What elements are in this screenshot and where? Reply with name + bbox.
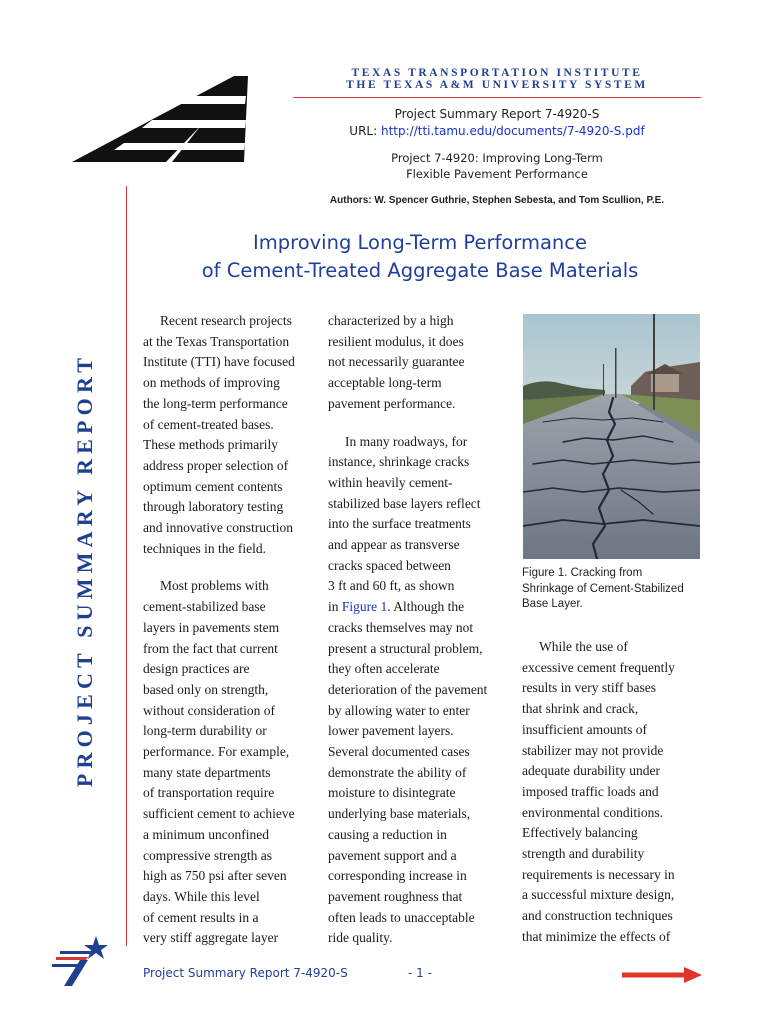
body-line: results in very stiff bases <box>522 680 656 696</box>
body-line: long-term durability or <box>143 723 267 739</box>
report-url-line <box>292 123 702 139</box>
body-line: performance. For example, <box>143 744 290 760</box>
body-line: stabilizer may not provide <box>522 742 664 758</box>
body-line: often leads to unacceptable <box>328 909 475 925</box>
body-line: layers in pavements stem <box>143 619 280 635</box>
figure-ref-prefix: in <box>328 599 342 615</box>
body-line: These methods primarily <box>143 437 278 453</box>
body-line: acceptable long-term <box>328 375 442 391</box>
body-line: In many roadways, for <box>345 433 468 449</box>
body-line: based only on strength, <box>143 681 269 697</box>
cracked-road-photo <box>523 314 700 559</box>
body-line: Most problems with <box>160 578 269 594</box>
body-line: on methods of improving <box>143 375 280 391</box>
body-column-2 <box>328 311 508 949</box>
body-line: pavement support and a <box>328 847 457 863</box>
body-line: moisture to disintegrate <box>328 785 456 801</box>
body-line: at the Texas Transportation <box>143 333 290 349</box>
body-line: demonstrate the ability of <box>328 764 467 780</box>
body-line: pavement roughness that <box>328 888 463 904</box>
body-line: cracks spaced between <box>328 557 451 573</box>
caption-line: Base Layer. <box>522 598 583 610</box>
body-line: Several documented cases <box>328 744 470 760</box>
body-line: characterized by a high <box>328 313 454 328</box>
body-line: compressive strength as <box>143 847 272 863</box>
url-label: URL: <box>349 124 378 138</box>
body-column-1 <box>143 311 323 949</box>
body-line: high as 750 psi after seven <box>143 868 287 884</box>
body-line: insufficient amounts of <box>522 721 647 737</box>
tti-star-logo-icon <box>52 936 108 986</box>
body-line: Institute (TTI) have focused <box>143 354 295 370</box>
body-line: corresponding increase in <box>328 868 467 884</box>
tti-highway-logo-icon <box>72 76 248 162</box>
spine-rule <box>126 186 127 946</box>
header-rule <box>293 97 701 98</box>
body-line: excessive cement frequently <box>522 659 675 675</box>
institute-name: TEXAS TRANSPORTATION INSTITUTE <box>351 67 643 79</box>
project-title-line2: Flexible Pavement Performance <box>406 167 588 181</box>
body-line: techniques in the field. <box>143 540 266 556</box>
body-line: and construction techniques <box>522 908 673 924</box>
body-line: of transportation require <box>143 785 275 801</box>
project-title-line1: Project 7-4920: Improving Long-Term <box>391 151 603 165</box>
caption-line: Shrinkage of Cement-Stabilized <box>522 582 684 595</box>
body-line: pavement performance. <box>328 395 456 411</box>
body-line: strength and durability <box>522 846 645 862</box>
body-line: While the use of <box>539 639 628 654</box>
body-line: without consideration of <box>143 702 275 718</box>
body-line: instance, shrinkage cracks <box>328 454 470 470</box>
body-line: present a structural problem, <box>328 640 483 656</box>
report-number: Project Summary Report 7-4920-S <box>394 107 600 121</box>
next-page-arrow-icon[interactable] <box>622 967 702 983</box>
body-line: from the fact that current <box>143 640 278 656</box>
figure-ref-suffix: . Although the <box>387 599 465 615</box>
body-line: underlying base materials, <box>328 806 471 822</box>
figure-1-caption <box>522 566 707 613</box>
body-line: imposed traffic loads and <box>522 783 659 799</box>
body-line: that minimize the effects of <box>522 928 671 944</box>
body-line: cement-stabilized base <box>143 599 266 615</box>
body-line: by allowing water to enter <box>328 702 470 718</box>
body-line: days. While this level <box>143 888 260 904</box>
page-number: - 1 - <box>408 966 432 980</box>
body-line: cracks themselves may not <box>328 619 474 635</box>
body-line: Effectively balancing <box>522 825 638 841</box>
body-line: and innovative construction <box>143 520 293 536</box>
body-line: deterioration of the pavement <box>328 681 488 697</box>
body-line: adequate durability under <box>522 763 660 779</box>
body-line: requirements is necessary in <box>522 866 675 882</box>
body-line: ride quality. <box>328 930 393 946</box>
body-line: they often accelerate <box>328 661 440 677</box>
body-line: the long-term performance <box>143 395 288 411</box>
institute-system: THE TEXAS A&M UNIVERSITY SYSTEM <box>346 79 648 91</box>
figure-reference-line <box>328 597 508 618</box>
article-title-line2: of Cement-Treated Aggregate Base Materials <box>201 259 639 282</box>
body-column-3 <box>522 637 707 948</box>
body-line: through laboratory testing <box>143 499 284 515</box>
body-line: into the surface treatments <box>328 516 471 532</box>
body-line: Recent research projects <box>160 313 292 328</box>
caption-line: Figure 1. Cracking from <box>522 567 643 579</box>
report-url-link[interactable]: http://tti.tamu.edu/documents/7-4920-S.pdf <box>380 124 645 138</box>
body-line: and appear as transverse <box>328 537 460 553</box>
body-line: address proper selection of <box>143 457 289 473</box>
body-line: that shrink and crack, <box>522 701 639 717</box>
body-line: 3 ft and 60 ft, as shown <box>328 578 455 594</box>
body-line: environmental conditions. <box>522 804 663 820</box>
body-line: within heavily cement- <box>328 474 453 490</box>
body-line: very stiff aggregate layer <box>143 930 279 946</box>
article-title-line1: Improving Long-Term Performance <box>252 231 587 254</box>
body-line: optimum cement contents <box>143 478 283 494</box>
body-line: a minimum unconfined <box>143 826 269 842</box>
body-line: design practices are <box>143 661 250 677</box>
body-line: resilient modulus, it does <box>328 333 464 349</box>
body-line: a successful mixture design, <box>522 887 675 903</box>
project-summary-report-spine: PROJECT SUMMARY REPORT <box>72 352 97 788</box>
body-line: of cement results in a <box>143 909 259 925</box>
footer-report-number: Project Summary Report 7-4920-S <box>143 966 348 980</box>
body-line: sufficient cement to achieve <box>143 806 295 822</box>
body-line: many state departments <box>143 764 271 780</box>
body-line: stabilized base layers reflect <box>328 495 481 511</box>
body-line: lower pavement layers. <box>328 723 454 739</box>
body-line: not necessarily guarantee <box>328 354 465 370</box>
body-line: causing a reduction in <box>328 826 447 842</box>
figure-1-link[interactable]: Figure 1 <box>341 599 388 615</box>
body-line: of cement-treated bases. <box>143 416 274 432</box>
authors-line: Authors: W. Spencer Guthrie, Stephen Sebesta, and Tom Scullion, P.E. <box>329 195 665 206</box>
